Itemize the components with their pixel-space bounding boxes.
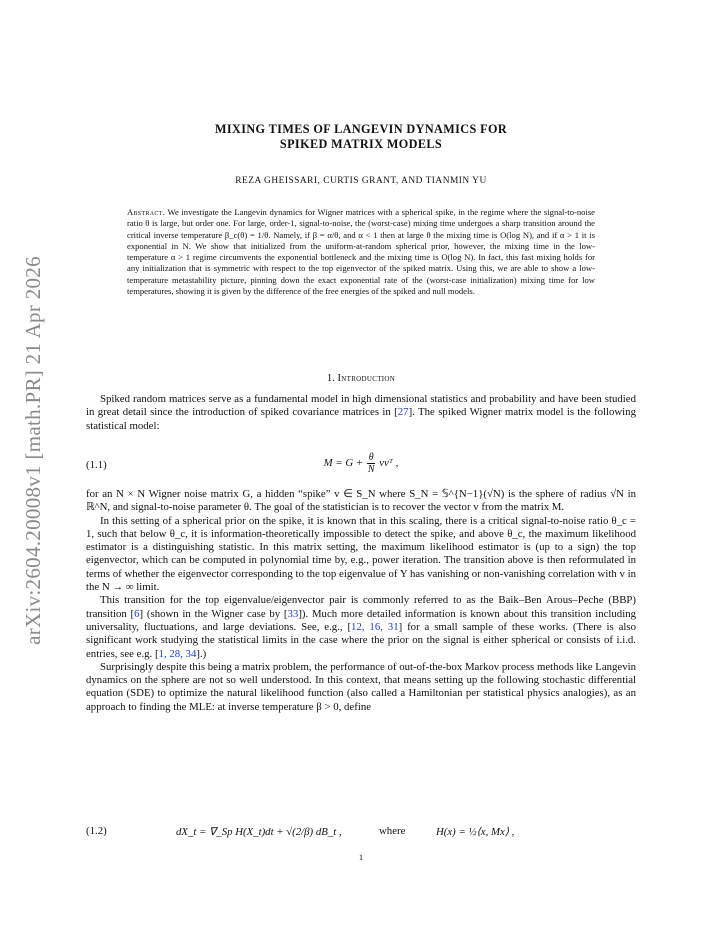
title-line-2: SPIKED MATRIX MODELS (279, 137, 443, 151)
section-title: Introduction (337, 373, 396, 384)
paragraph-text: for an N × N Wigner noise matrix G, a hidden “spike” v ∈ S_N where S_N = 𝕊^{N−1}(√N) is the sphere of radius √N in ℝ^N, and signal-to-noise parameter θ. The goal of the statistician is to recover the vector v from the matrix M. (86, 488, 636, 514)
equation-label: (1.1) (86, 459, 107, 471)
equation-where: where (379, 825, 406, 837)
fraction-denominator: N (367, 464, 375, 475)
fraction-numerator: θ (368, 452, 374, 463)
paragraph-text: This transition for the top eigenvalue/eigenvector pair is commonly referred to as the Baik–Ben Arous–Peche (BBP) transition [6] (shown in the Wigner case by [33]). Much more detailed information is known about this transition including universality, fluctuations, and large deviations. See, e.g., [12, 16, 31] for a small sample of these works. (There is also significant work studying the statistical limits in the case where the prior on the signal is either spherical or consists of i.i.d. entries, see e.g. [1, 28, 34].) (86, 594, 637, 660)
abstract-text: We investigate the Langevin dynamics for Wigner matrices with a spherical spike, in the regime where the signal-to-noise ratio θ is large, but order one. For large, order-1, signal-to-noise, the (worst-case) mixing time undergoes a sharp transition around the critical inverse temperature β_c(θ) = 1/θ. Namely, if β = α/θ, and α < 1 then at large θ the mixing time is O(log N), and if α > 1 it is exponential in N. We show that initialized from the uniform-at-random spherical prior, however, the mixing time in the low-temperature α > 1 regime circumvents the exponential bottleneck and the mixing time is O(log N). In fact, this fast mixing holds for any initialization that is symmetric with respect to the top eigenvector of the spiked matrix. Using this, we are able to show a low-temperature metastability picture, pinning down the exact exponential rate of the (worst-case initialization) mixing time for low temperatures, showing it is given by the difference of the free energies of the spiked and null models. (127, 207, 595, 296)
arxiv-identifier: arXiv:2604.20008v1 [math.PR] 21 Apr 2026 (20, 255, 45, 645)
equation-body (86, 452, 636, 475)
intro-paragraph-1 (86, 393, 636, 433)
equation-right: H(x) = ½⟨x, Mx⟩ , (436, 826, 515, 838)
author-list: REZA GHEISSARI, CURTIS GRANT, AND TIANMIN YU (235, 176, 487, 186)
equation-label: (1.2) (86, 825, 107, 837)
title-line-1: MIXING TIMES OF LANGEVIN DYNAMICS FOR (214, 122, 508, 136)
section-heading (86, 373, 636, 384)
fraction (367, 452, 376, 475)
equation-left: dX_t = ∇_Sp H(X_t)dt + √(2/β) dB_t , (176, 826, 342, 838)
arxiv-stamp (8, 240, 58, 660)
section-number: 1. (326, 373, 335, 384)
equation-1-1 (86, 452, 636, 478)
equation-rhs: vvᵀ , (379, 456, 399, 469)
paper-title (86, 122, 636, 152)
equation-lhs: M = G + (323, 456, 364, 469)
abstract-label: Abstract. (127, 207, 166, 217)
abstract (127, 207, 595, 297)
page-number: 1 (358, 852, 364, 862)
paragraph-text: Spiked random matrices serve as a fundamental model in high dimensional statistics and probability and have been studied in great detail since the introduction of spiked covariance matrices in [27]. The spiked Wigner matrix model is the following statistical model: (86, 393, 636, 432)
equation-1-2 (86, 818, 636, 844)
paragraph-text: Surprisingly despite this being a matrix problem, the performance of out-of-the-box Markov process methods like Langevin dynamics on the sphere are not so well understood. In this context, that means setting up the following stochastic differential equation (SDE) to optimize the natural likelihood function (also called a Hamiltonian per statistical physics analogies), as an approach to finding the MLE: at inverse temperature β > 0, define (86, 660, 636, 713)
paragraph-text: In this setting of a spherical prior on the spike, it is known that in this scaling, there is a critical signal-to-noise ratio θ_c = 1, such that below θ_c, it is information-theoretically impossible to detect the spike, and above θ_c, the maximum likelihood estimator is a distinguishing statistic. In this matrix setting, the maximum likelihood estimator is (up to a sign) the top eigenvector, which can be computed in polynomial time by, e.g., power iteration. The transition above is then reformulated in terms of whether the eigenvector corresponding to the top eigenvalue of Y has vanishing or non-vanishing correlation with v in the N → ∞ limit. (86, 514, 636, 594)
intro-body (86, 488, 636, 714)
